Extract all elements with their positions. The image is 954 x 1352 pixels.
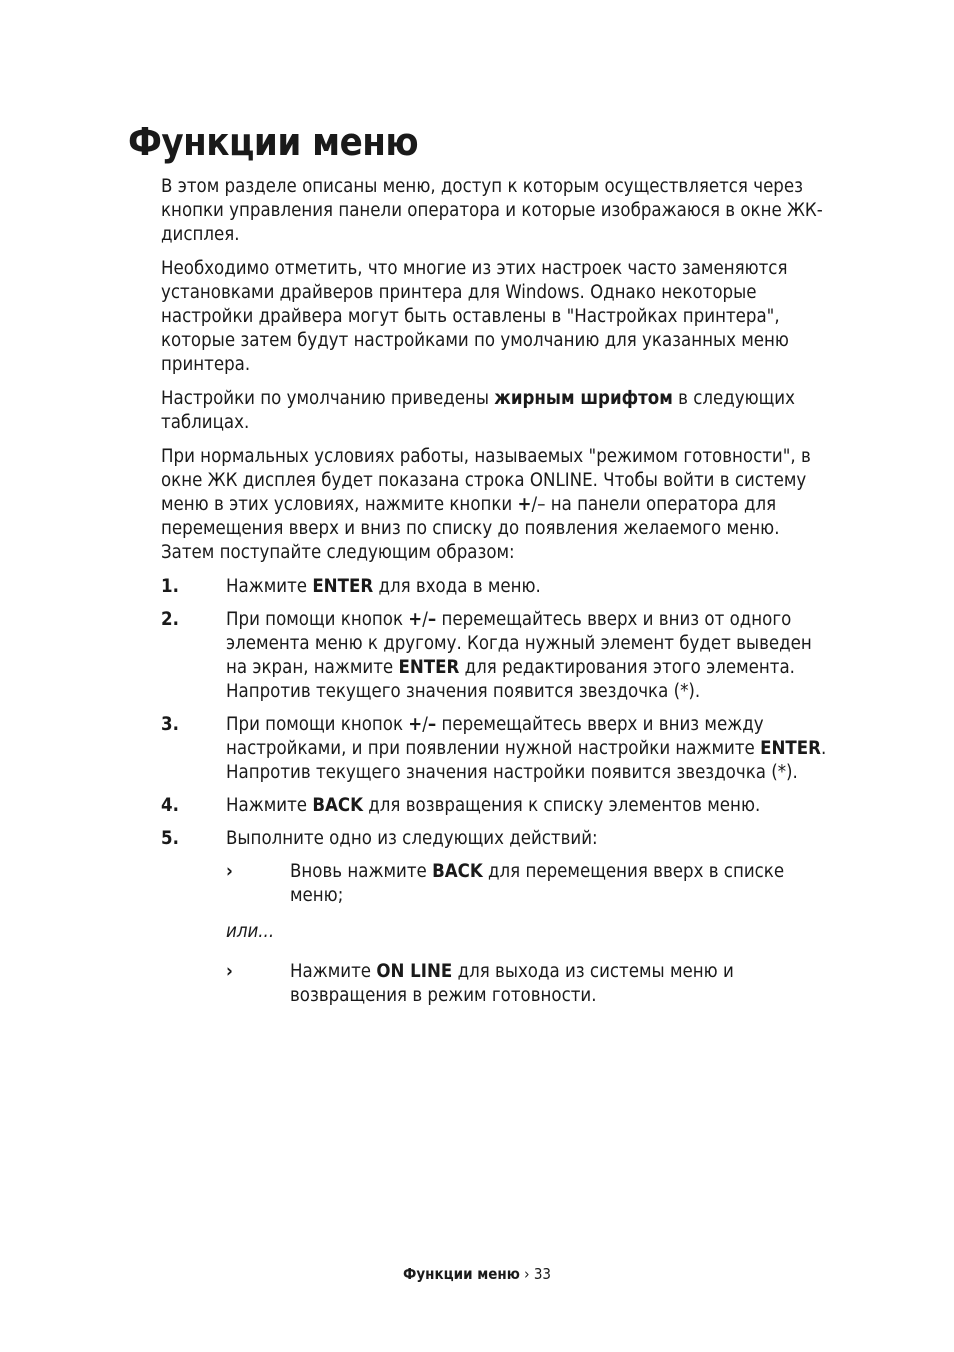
- key-name: +: [408, 609, 423, 630]
- key-name: ENTER: [312, 576, 374, 597]
- or-separator: или...: [226, 921, 275, 942]
- step-item: [161, 827, 831, 851]
- step-number: 1.: [161, 576, 179, 597]
- key-name: –: [427, 609, 437, 630]
- text-fragment: Нажмите: [226, 576, 313, 597]
- key-name: ENTER: [398, 657, 460, 678]
- sub-options-list: [161, 860, 831, 908]
- step-number: 2.: [161, 609, 179, 630]
- step-item: [161, 608, 831, 704]
- key-name: BACK: [312, 795, 363, 816]
- text-fragment: При помощи кнопок: [226, 714, 409, 735]
- page-footer: [0, 1264, 954, 1284]
- step-item: [161, 575, 831, 599]
- text-fragment: При помощи кнопок: [226, 609, 409, 630]
- sub-option-item: [226, 860, 831, 908]
- step-number: 3.: [161, 714, 179, 735]
- key-name: +: [408, 714, 423, 735]
- defaults-paragraph: [161, 387, 831, 435]
- bold-text: жирным шрифтом: [494, 388, 673, 409]
- text-fragment: Настройки по умолчанию приведены: [161, 388, 495, 409]
- step-item: [161, 794, 831, 818]
- footer-section-title: Функции меню: [402, 1265, 520, 1283]
- text-fragment: в следующих таблицах.: [161, 388, 795, 433]
- footer-separator: ›: [519, 1265, 534, 1283]
- chevron-right-icon: ›: [226, 861, 233, 882]
- text-fragment: для перемещения вверх в списке меню;: [290, 861, 785, 906]
- text-fragment: Выполните одно из следующих действий:: [226, 828, 598, 849]
- text-fragment: перемещайтесь вверх и вниз от одного элемента меню к другому. Когда нужный элемент будет выведен на экран, нажмите: [226, 609, 812, 678]
- sub-option-item: [226, 960, 831, 1008]
- text-fragment: При нормальных условиях работы, называемых "режимом готовности", в окне ЖК дисплея будет показана строка ONLINE. Чтобы войти в систему меню в этих условиях, нажмите кнопки: [161, 446, 811, 515]
- step-number: 4.: [161, 795, 179, 816]
- key-name: BACK: [432, 861, 483, 882]
- text-fragment: для редактирования этого элемента. Напротив текущего значения появится звездочка (*).: [226, 657, 795, 702]
- step-number: 5.: [161, 828, 179, 849]
- chevron-right-icon: ›: [226, 961, 233, 982]
- text-fragment: для выхода из системы меню и возвращения в режим готовности.: [290, 961, 734, 1006]
- text-fragment: Нажмите: [226, 795, 313, 816]
- text-fragment: Вновь нажмите: [290, 861, 433, 882]
- text-fragment: для входа в меню.: [373, 576, 541, 597]
- text-fragment: для возвращения к списку элементов меню.: [363, 795, 761, 816]
- ready-mode-paragraph: [161, 445, 831, 565]
- key-name: –: [427, 714, 437, 735]
- text-fragment: Нажмите: [290, 961, 377, 982]
- text-fragment: /– на панели оператора для перемещения вверх и вниз по списку до появления желаемого меню. Затем поступайте следующим образом:: [161, 494, 780, 563]
- steps-list: [161, 575, 831, 851]
- step-item: [161, 713, 831, 785]
- key-name: ENTER: [760, 738, 821, 759]
- page-number: 33: [533, 1265, 552, 1283]
- page-title: Функции меню: [128, 120, 419, 164]
- text-fragment: перемещайтесь вверх и вниз между настройками, и при появлении нужной настройки нажмите: [226, 714, 764, 759]
- bold-text: +: [517, 494, 532, 515]
- text-fragment: . Напротив текущего значения настройки появится звездочка (*).: [226, 738, 827, 783]
- key-name: ON LINE: [376, 961, 453, 982]
- intro-paragraph: В этом разделе описаны меню, доступ к которым осуществляется через кнопки управления панели оператора и которые изображаюся в окне ЖК-дисплея.: [161, 176, 823, 245]
- text-fragment: /: [422, 609, 428, 630]
- text-fragment: /: [422, 714, 428, 735]
- main-content: [161, 175, 831, 1017]
- driver-note-paragraph: Необходимо отметить, что многие из этих настроек часто заменяются установками драйверов принтера для Windows. Однако некоторые настройки драйвера могут быть оставлены в "Настройках принтера", которые затем будут настройками по умолчанию для указанных меню принтера.: [161, 258, 789, 375]
- sub-options-list: [161, 960, 831, 1008]
